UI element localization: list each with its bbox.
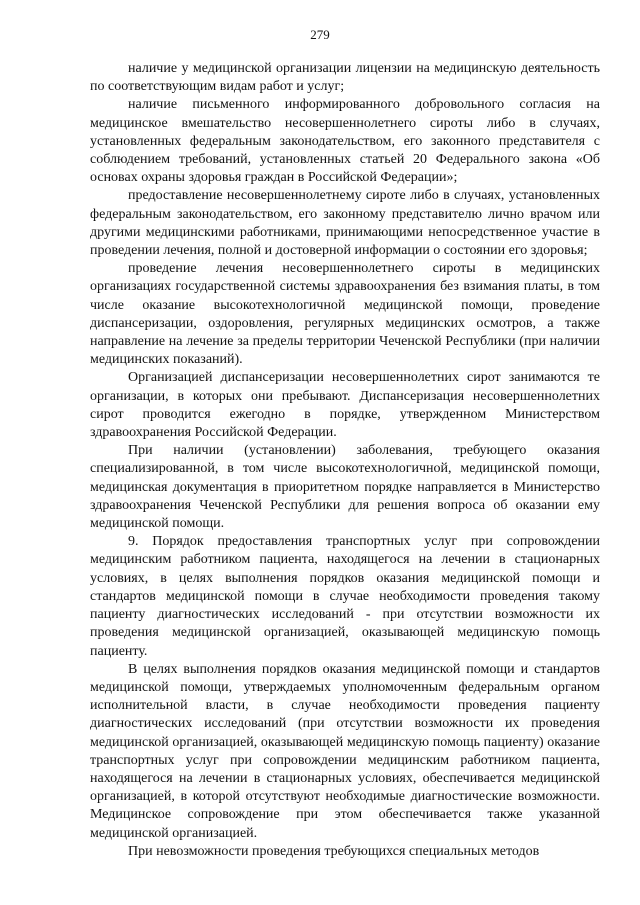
section-heading-paragraph: 9. Порядок предоставления транспортных услуг при сопровождении медицинским работником пациента, находящегося на лечении в стационарных условиях, в целях выполнения порядков оказания медицинской помощи и стандартов медицинской помощи в случае необходимости проведения такому пациенту диагностических исследований - при отсутствии возможности их проведения медицинской организацией, оказывающей медицинскую помощь пациенту. xyxy=(90,534,600,659)
paragraph: предоставление несовершеннолетнему сироте либо в случаях, установленных федеральным законодательством, его законному представителю лично врачом или другими медицинскими работниками, принимающими непосредственное участие в проведении лечения, полной и достоверной информации о состоянии его здоровья; xyxy=(90,188,600,259)
paragraph: При невозможности проведения требующихся специальных методов xyxy=(128,843,540,859)
paragraph: наличие письменного информированного добровольного согласия на медицинское вмешательство несовершеннолетнего сироты либо в случаях, установленных федеральным законодательством, его законного представителя с соблюдением требований, установленных статьей 20 Федерального закона «Об основах охраны здоровья граждан в Российской Федерации»; xyxy=(90,97,600,186)
paragraph: наличие у медицинской организации лицензии на медицинскую деятельность по соответствующим видам работ и услуг; xyxy=(90,61,600,95)
paragraph: Организацией диспансеризации несовершеннолетних сирот занимаются те организации, в которых они пребывают. Диспансеризация несовершеннолетних сирот проводится ежегодно в порядке, утвержденном Министерством здравоохранения Российской Федерации. xyxy=(90,370,600,441)
page-number: 279 xyxy=(310,27,330,42)
paragraph: В целях выполнения порядков оказания медицинской помощи и стандартов медицинской помощи, утверждаемых уполномоченным федеральным органом исполнительной власти, в случае необходимости проведения пациенту диагностических исследований (при отсутствии возможности их проведения медицинской организацией, оказывающей медицинскую помощь пациенту) оказание транспортных услуг при сопровождении медицинским работником пациента, находящегося на лечении в стационарных условиях, обеспечивается медицинской организацией, в которой отсутствуют необходимые диагностические возможности. Медицинское сопровождение при этом обеспечивается также указанной медицинской организацией. xyxy=(90,661,600,841)
document-body xyxy=(90,60,600,861)
paragraph: проведение лечения несовершеннолетнего сироты в медицинских организациях государственной системы здравоохранения без взимания платы, в том числе оказание высокотехнологичной медицинской помощи, проведение диспансеризации, оздоровления, регулярных медицинских осмотров, а также направление на лечение за пределы территории Чеченской Республики (при наличии медицинских показаний). xyxy=(90,261,600,368)
paragraph: При наличии (установлении) заболевания, требующего оказания специализированной, в том числе высокотехнологичной, медицинской помощи, медицинская документация в приоритетном порядке направляется в Министерство здравоохранения Чеченской Республики для решения вопроса об оказании ему медицинской помощи. xyxy=(90,443,600,532)
